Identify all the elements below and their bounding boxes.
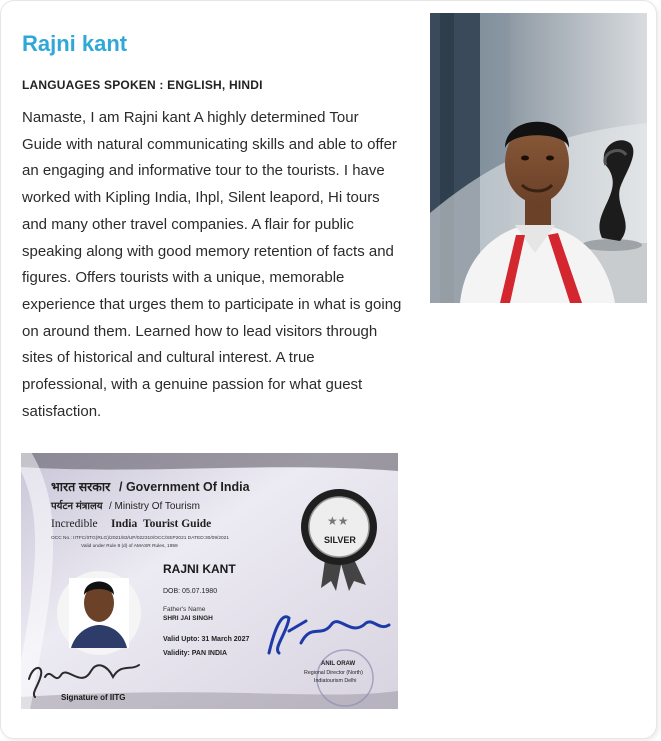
id-validity: Validity: PAN INDIA	[163, 650, 228, 657]
id-card-image	[21, 453, 398, 709]
id-holder-name: RAJNI KANT	[163, 562, 236, 576]
id-official-title: Regional Director (North)	[304, 670, 363, 676]
guide-photo[interactable]	[430, 13, 647, 303]
id-ministry-english: / Ministry Of Tourism	[109, 501, 200, 512]
guide-photo-image	[430, 13, 647, 303]
svg-text:★★: ★★	[327, 514, 349, 528]
id-father-label: Father's Name	[163, 606, 206, 613]
guide-bio: Namaste, I am Rajni kant A highly determined Tour Guide with natural communicating skills and able to offer an engaging and informative tour to the tourists. I have worked with Kipling India, Ihpl, Silent leapord, Hi tours and many other travel companies. A flair for public speaking along with good memory retention of facts and figures. Offers tourists with a unique, memorable experience that urges them to participate in what is going on around them. Learned how to lead visitors through sites of historical and cultural interest. A true professional, with a genuine passion for what guest satisfaction.	[22, 109, 402, 420]
tourist-guide-id-card[interactable]	[21, 453, 398, 709]
badge-label: SILVER	[324, 535, 356, 545]
id-valid-under: Valid under Rule 8 (d) of AMASR Rules, 1959	[81, 544, 178, 549]
id-ministry-hindi: पर्यटन मंत्रालय	[51, 501, 103, 512]
languages-spoken: LANGUAGES SPOKEN : ENGLISH, HINDI	[22, 78, 263, 92]
id-valid-upto: Valid Upto: 31 March 2027	[163, 636, 250, 643]
id-official-org: Indiatourism Delhi	[314, 678, 357, 684]
guide-name: Rajni kant	[22, 31, 128, 56]
id-brand-india: India	[111, 518, 138, 530]
id-holder-photo	[57, 571, 141, 655]
id-occ-no: OCC No.: IITFC/IITG(RLG)/2021/83/UP/022310/OCC/SEP2021 DATED:30/09/2021	[51, 536, 230, 541]
id-signature-label: Signature of IITG	[61, 693, 126, 702]
id-father-name: SHRI JAI SINGH	[163, 615, 213, 622]
id-dob: DOB: 05.07.1980	[163, 588, 218, 595]
id-gov-english: / Government Of India	[119, 480, 250, 494]
id-gov-hindi: भारत सरकार	[51, 480, 111, 494]
id-official-name: ANIL ORAW	[321, 661, 356, 667]
id-card-type: Tourist Guide	[143, 518, 212, 530]
id-brand: Incredible	[51, 518, 98, 530]
